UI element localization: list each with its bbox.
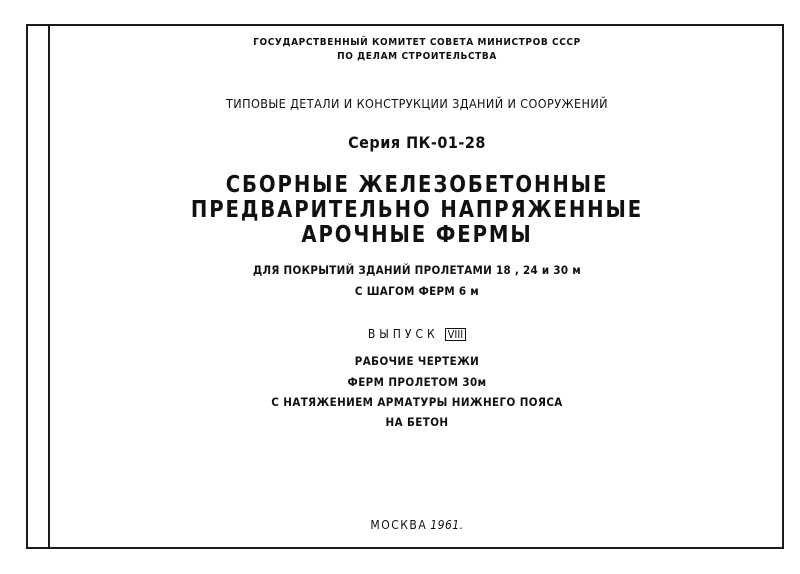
subtitle-line-1: ДЛЯ ПОКРЫТИЙ ЗДАНИЙ ПРОЛЕТАМИ 18 , 24 и 30 м: [252, 263, 582, 277]
imprint: [50, 519, 784, 531]
issue-number: VIII: [445, 328, 467, 341]
series-number: Серия ПК-01-28: [348, 133, 486, 152]
issue-label: ВЫПУСК: [367, 327, 439, 341]
issue-line: [50, 328, 784, 341]
committee-line-1: ГОСУДАРСТВЕННЫЙ КОМИТЕТ СОВЕТА МИНИСТРОВ СССР: [253, 37, 581, 48]
committee-line-2: ПО ДЕЛАМ СТРОИТЕЛЬСТВА: [337, 51, 497, 62]
series-group: ТИПОВЫЕ ДЕТАЛИ И КОНСТРУКЦИИ ЗДАНИЙ И СООРУЖЕНИЙ: [226, 96, 608, 111]
subtitle-line-2: С ШАГОМ ФЕРМ 6 м: [354, 284, 480, 298]
drawings-line-3: С НАТЯЖЕНИЕМ АРМАТУРЫ НИЖНЕГО ПОЯСА: [271, 395, 563, 409]
imprint-city: МОСКВА: [370, 518, 428, 532]
drawings-line-4: НА БЕТОН: [385, 415, 449, 429]
title-line-3: АРОЧНЫЕ ФЕРМЫ: [301, 222, 533, 248]
title-line-2: ПРЕДВАРИТЕЛЬНО НАПРЯЖЕННЫЕ: [190, 197, 644, 223]
drawings-line-2: ФЕРМ ПРОЛЕТОМ 30м: [347, 375, 487, 389]
imprint-year: 1961.: [430, 518, 464, 532]
title-line-1: СБОРНЫЕ ЖЕЛЕЗОБЕТОННЫЕ: [225, 172, 609, 198]
drawings-line-1: РАБОЧИЕ ЧЕРТЕЖИ: [354, 354, 480, 368]
